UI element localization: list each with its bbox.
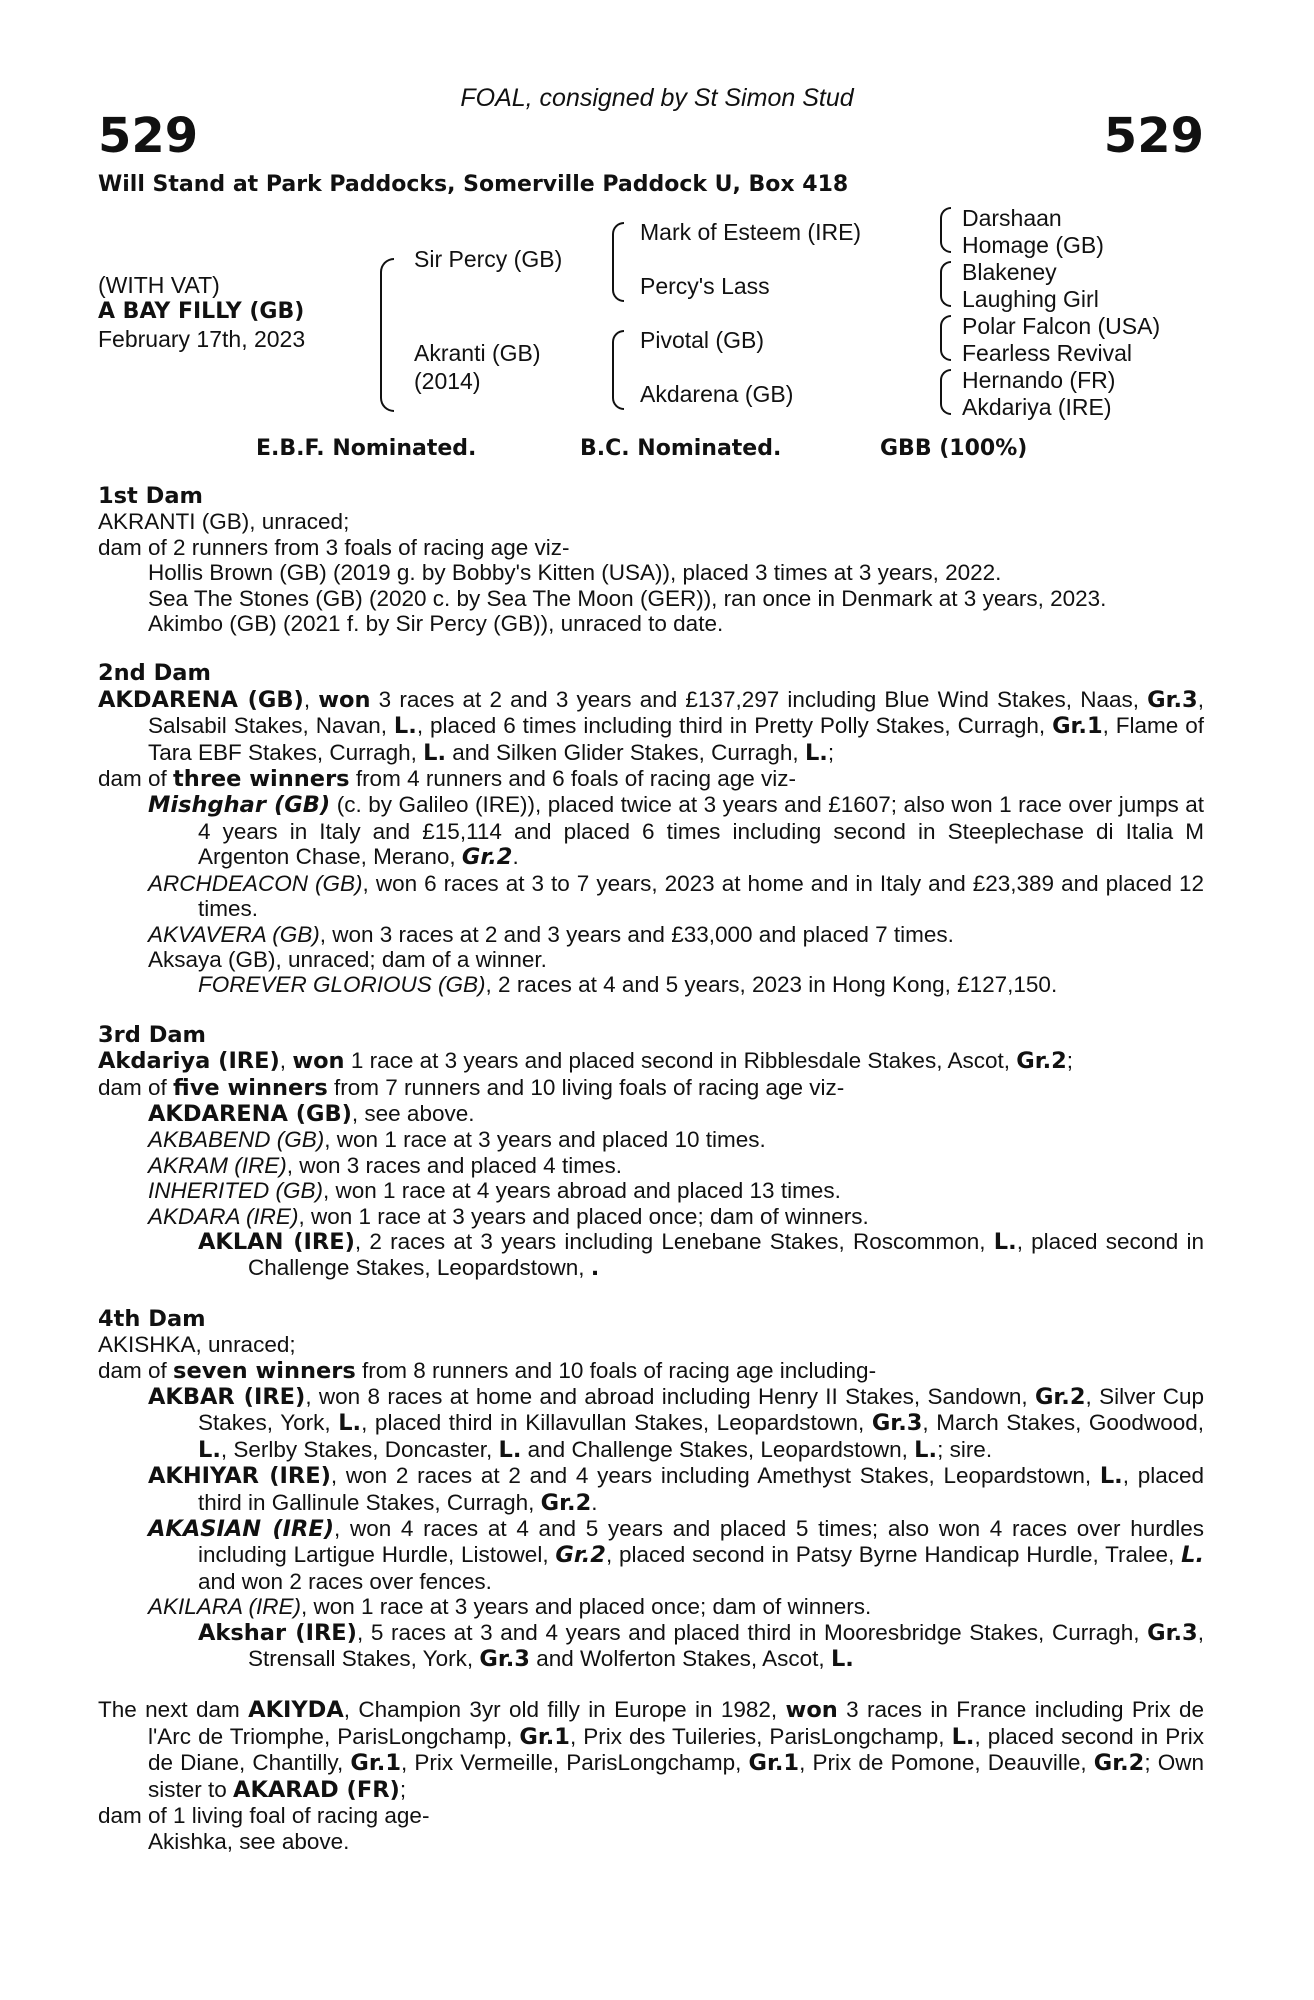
gp-3: Pivotal (GB) [640, 327, 764, 353]
ggp-1: Darshaan [962, 205, 1062, 231]
dam3-damof: dam of five winners from 7 runners and 10 living foals of racing age viz- [98, 1074, 845, 1101]
ggp-3: Blakeney [962, 259, 1057, 285]
standing-location: Will Stand at Park Paddocks, Somerville Paddock U, Box 418 [98, 172, 849, 197]
dam3-grandproduce-aklan: AKLAN (IRE), 2 races at 3 years including Lenebane Stakes, Roscommon, L., placed second in Challenge Stakes, Leopardstown, . [198, 1228, 1205, 1282]
dam4-line1: AKISHKA, unraced; [98, 1332, 296, 1358]
dam3-produce-akdarena: AKDARENA (GB), see above. [148, 1100, 475, 1127]
dam2-damof: dam of three winners from 4 runners and 6 foals of racing age viz- [98, 766, 797, 793]
lot-name: A BAY FILLY (GB) [98, 299, 305, 324]
dam2-heading: 2nd Dam [98, 660, 211, 687]
dam3-record: Akdariya (IRE), won 1 race at 3 years and placed second in Ribblesdale Stakes, Ascot, Gr.2; [98, 1048, 1074, 1075]
brace-main [380, 258, 394, 412]
dam3-produce-akbabend: AKBABEND (GB), won 1 race at 3 years and placed 10 times. [148, 1127, 766, 1153]
bc-nomination: B.C. Nominated. [580, 436, 782, 461]
catalogue-text [98, 484, 1204, 1854]
dam4-produce-akhiyar: AKHIYAR (IRE), won 2 races at 2 and 4 years including Amethyst Stakes, Leopardstown, L., placed third in Gallinule Stakes, Curragh, Gr.2. [148, 1463, 1205, 1516]
dam1-line1: AKRANTI (GB), unraced; [98, 509, 350, 535]
dam2-grandproduce-forever: FOREVER GLORIOUS (GB), 2 races at 4 and 5 years, 2023 in Hong Kong, £127,150. [198, 972, 1058, 998]
dam1-produce-1: Hollis Brown (GB) (2019 g. by Bobby's Kitten (USA)), placed 3 times at 3 years, 2022. [148, 560, 1002, 586]
brace-sire [612, 222, 624, 302]
vat-label: (WITH VAT) [98, 272, 220, 298]
dam2-produce-mishghar: Mishghar (GB) (c. by Galileo (IRE)), placed twice at 3 years and £1607; also won 1 race over jumps at 4 years in Italy and £15,114 and placed 6 times including second in Steeplechase di Italia M Argenton Chase, Merano, Gr.2. [148, 792, 1204, 871]
dam3-heading: 3rd Dam [98, 1021, 206, 1048]
ggp-6: Fearless Revival [962, 340, 1132, 366]
dam1-line2: dam of 2 runners from 3 foals of racing age viz- [98, 534, 570, 560]
dam4-produce-akilara: AKILARA (IRE), won 1 race at 3 years and placed once; dam of winners. [148, 1594, 872, 1620]
lot-number-left: 529 [98, 108, 199, 164]
dam-year: (2014) [414, 368, 481, 394]
gbb-rating: GBB (100%) [880, 436, 1028, 461]
dam4-produce-akbar: AKBAR (IRE), won 8 races at home and abroad including Henry II Stakes, Sandown, Gr.2, Silver Cup Stakes, York, L., placed third in Killavullan Stakes, Leopardstown, Gr.3, March Stakes, Goodwood, L., Serlby Stakes, Doncaster, L. and Challenge Stakes, Leopardstown, L.; sire. [148, 1384, 1204, 1463]
brace-dam [612, 330, 624, 410]
dam1-heading: 1st Dam [98, 483, 203, 509]
brace-ggp-2 [940, 261, 951, 307]
ggp-7: Hernando (FR) [962, 367, 1116, 393]
brace-ggp-3 [940, 315, 951, 361]
gp-1: Mark of Esteem (IRE) [640, 219, 862, 245]
foaling-date: February 17th, 2023 [98, 326, 306, 352]
dam2-record: AKDARENA (GB), won 3 races at 2 and 3 years and £137,297 including Blue Wind Stakes, Naas, Gr.3, Salsabil Stakes, Navan, L., placed 6 times including third in Pretty Polly Stakes, Curragh, Gr.1, Flame of Tara EBF Stakes, Curragh, L. and Silken Glider Stakes, Curragh, L.; [98, 686, 1205, 766]
next-dam-produce: Akishka, see above. [148, 1828, 350, 1854]
brace-ggp-4 [940, 369, 951, 415]
dam4-heading: 4th Dam [98, 1305, 206, 1332]
dam1-produce-3: Akimbo (GB) (2021 f. by Sir Percy (GB)), unraced to date. [148, 611, 724, 637]
ggp-2: Homage (GB) [962, 232, 1104, 258]
lot-number-right: 529 [1103, 108, 1204, 164]
dam1-produce-2: Sea The Stones (GB) (2020 c. by Sea The Moon (GER)), ran once in Denmark at 3 years, 2023. [148, 585, 1107, 611]
gp-2: Percy's Lass [640, 273, 770, 299]
dam4-damof: dam of seven winners from 8 runners and 10 foals of racing age including- [98, 1357, 877, 1384]
sire-name: Sir Percy (GB) [414, 246, 563, 272]
ggp-4: Laughing Girl [962, 286, 1099, 312]
consignment-line: FOAL, consigned by St Simon Stud [460, 84, 854, 112]
dam2-produce-aksaya: Aksaya (GB), unraced; dam of a winner. [148, 946, 547, 972]
dam4-grandproduce-akshar: Akshar (IRE), 5 races at 3 and 4 years and placed third in Mooresbridge Stakes, Curragh, Gr.3, Strensall Stakes, York, Gr.3 and Wolferton Stakes, Ascot, L. [198, 1619, 1204, 1673]
brace-ggp-1 [940, 207, 951, 253]
dam3-produce-akram: AKRAM (IRE), won 3 races and placed 4 times. [148, 1152, 622, 1178]
ggp-5: Polar Falcon (USA) [962, 313, 1161, 339]
dam4-produce-akasian: AKASIAN (IRE), won 4 races at 4 and 5 years and placed 5 times; also won 4 races over hurdles including Lartigue Hurdle, Listowel, Gr.2, placed second in Patsy Byrne Handicap Hurdle, Tralee, L. and won 2 races over fences. [148, 1516, 1205, 1594]
dam2-produce-akvavera: AKVAVERA (GB), won 3 races at 2 and 3 years and £33,000 and placed 7 times. [148, 921, 954, 947]
ebf-nomination: E.B.F. Nominated. [256, 436, 477, 461]
dam-name: Akranti (GB) [414, 340, 541, 366]
dam3-produce-inherited: INHERITED (GB), won 1 race at 4 years abroad and placed 13 times. [148, 1178, 841, 1204]
dam2-produce-archdeacon: ARCHDEACON (GB), won 6 races at 3 to 7 years, 2023 at home and in Italy and £23,389 and placed 12 times. [148, 870, 1205, 922]
dam3-produce-akdara: AKDARA (IRE), won 1 race at 3 years and placed once; dam of winners. [148, 1203, 869, 1229]
next-dam-record: The next dam AKIYDA, Champion 3yr old filly in Europe in 1982, won 3 races in France including Prix de l'Arc de Triomphe, ParisLongchamp, Gr.1, Prix des Tuileries, ParisLongchamp, L., placed second in Prix de Diane, Chantilly, Gr.1, Prix Vermeille, ParisLongchamp, Gr.1, Prix de Pomone, Deauville, Gr.2; Own sister to AKARAD (FR); [98, 1697, 1205, 1803]
next-dam-line2: dam of 1 living foal of racing age- [98, 1803, 430, 1829]
ggp-8: Akdariya (IRE) [962, 394, 1112, 420]
gp-4: Akdarena (GB) [640, 381, 794, 407]
